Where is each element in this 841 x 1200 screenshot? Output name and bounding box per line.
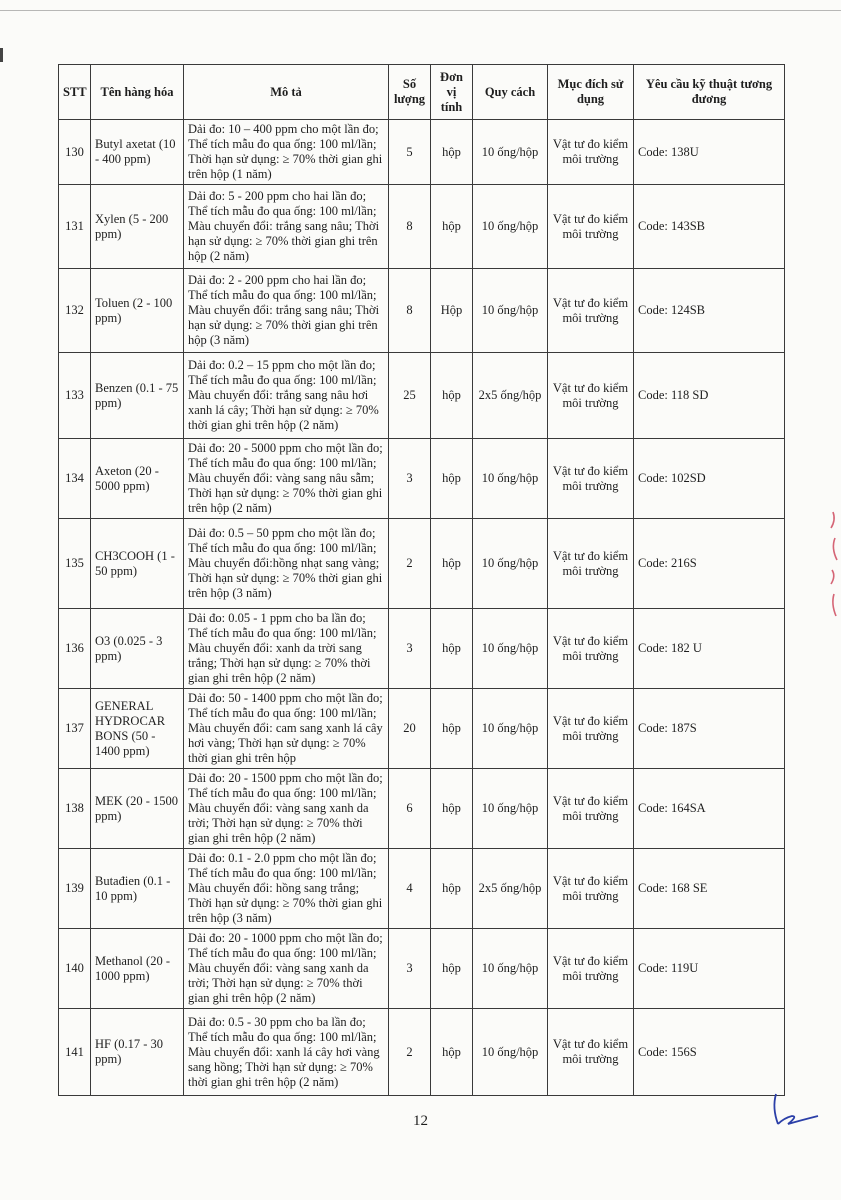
cell-desc: Dải đo: 0.5 – 50 ppm cho một lần đo; Thể tích mẫu đo qua ống: 100 ml/lần; Màu chuyển đổi:hồng nhạt sang vàng; Thời hạn sử dụng: ≥ 70% thời gian ghi trên hộp (3 năm) bbox=[184, 519, 389, 609]
cell-name: GENERAL HYDROCAR BONS (50 - 1400 ppm) bbox=[91, 689, 184, 769]
cell-pack: 10 ống/hộp bbox=[473, 120, 548, 185]
cell-name: CH3COOH (1 - 50 ppm) bbox=[91, 519, 184, 609]
cell-req: Code: 182 U bbox=[634, 609, 785, 689]
header-req: Yêu cầu kỹ thuật tương đương bbox=[634, 65, 785, 120]
cell-qty: 8 bbox=[389, 269, 431, 353]
scan-top-edge bbox=[0, 0, 841, 11]
cell-stt: 138 bbox=[59, 769, 91, 849]
table-row bbox=[59, 269, 785, 353]
cell-pack: 2x5 ống/hộp bbox=[473, 353, 548, 439]
cell-desc: Dải đo: 0.1 - 2.0 ppm cho một lần đo; Thể tích mẫu đo qua ống: 100 ml/lần; Màu chuyển đổi: hồng sang trắng; Thời hạn sử dụng: ≥ 70% thời gian ghi trên hộp (3 năm) bbox=[184, 849, 389, 929]
cell-qty: 20 bbox=[389, 689, 431, 769]
header-qty: Số lượng bbox=[389, 65, 431, 120]
cell-name: Xylen (5 - 200 ppm) bbox=[91, 185, 184, 269]
cell-stt: 140 bbox=[59, 929, 91, 1009]
signature bbox=[768, 1086, 824, 1132]
cell-qty: 5 bbox=[389, 120, 431, 185]
cell-stt: 133 bbox=[59, 353, 91, 439]
cell-purpose: Vật tư đo kiểm môi trường bbox=[548, 439, 634, 519]
cell-name: HF (0.17 - 30 ppm) bbox=[91, 1009, 184, 1096]
cell-pack: 10 ống/hộp bbox=[473, 185, 548, 269]
cell-stt: 134 bbox=[59, 439, 91, 519]
cell-desc: Dải đo: 20 - 1000 ppm cho một lần đo; Thể tích mẫu đo qua ống: 100 ml/lần; Màu chuyển đổi: vàng sang xanh da trời; Thời hạn sử dụng: ≥ 70% thời gian ghi trên hộp (2 năm) bbox=[184, 929, 389, 1009]
cell-purpose: Vật tư đo kiểm môi trường bbox=[548, 353, 634, 439]
cell-purpose: Vật tư đo kiểm môi trường bbox=[548, 929, 634, 1009]
cell-qty: 4 bbox=[389, 849, 431, 929]
cell-qty: 3 bbox=[389, 609, 431, 689]
cell-unit: hộp bbox=[431, 185, 473, 269]
header-unit: Đơn vị tính bbox=[431, 65, 473, 120]
table-row bbox=[59, 769, 785, 849]
cell-qty: 2 bbox=[389, 1009, 431, 1096]
cell-name: O3 (0.025 - 3 ppm) bbox=[91, 609, 184, 689]
cell-unit: hộp bbox=[431, 519, 473, 609]
cell-qty: 6 bbox=[389, 769, 431, 849]
table-row bbox=[59, 120, 785, 185]
header-desc: Mô tả bbox=[184, 65, 389, 120]
cell-desc: Dải đo: 0.2 – 15 ppm cho một lần đo; Thể tích mẫu đo qua ống: 100 ml/lần; Màu chuyển đổi: trắng sang nâu hơi xanh lá cây; Thời hạn sử dụng: ≥ 70% thời gian ghi trên hộp (2 năm) bbox=[184, 353, 389, 439]
table-row bbox=[59, 609, 785, 689]
cell-stt: 136 bbox=[59, 609, 91, 689]
cell-name: MEK (20 - 1500 ppm) bbox=[91, 769, 184, 849]
table-header-row bbox=[59, 65, 785, 120]
cell-name: Butađien (0.1 - 10 ppm) bbox=[91, 849, 184, 929]
cell-purpose: Vật tư đo kiểm môi trường bbox=[548, 689, 634, 769]
cell-unit: Hộp bbox=[431, 269, 473, 353]
cell-unit: hộp bbox=[431, 1009, 473, 1096]
cell-purpose: Vật tư đo kiểm môi trường bbox=[548, 269, 634, 353]
table-row bbox=[59, 519, 785, 609]
cell-purpose: Vật tư đo kiểm môi trường bbox=[548, 609, 634, 689]
cell-purpose: Vật tư đo kiểm môi trường bbox=[548, 1009, 634, 1096]
cell-purpose: Vật tư đo kiểm môi trường bbox=[548, 769, 634, 849]
cell-desc: Dải đo: 0.5 - 30 ppm cho ba lần đo; Thể tích mẫu đo qua ống: 100 ml/lần; Màu chuyển đổi: xanh lá cây hơi vàng sang hồng; Thời hạn sử dụng: ≥ 70% thời gian ghi trên hộp (2 năm) bbox=[184, 1009, 389, 1096]
cell-desc: Dải đo: 2 - 200 ppm cho hai lần đo; Thể tích mẫu đo qua ống: 100 ml/lần; Màu chuyển đổi: trắng sang nâu; Thời hạn sử dụng: ≥ 70% thời gian ghi trên hộp (3 năm) bbox=[184, 269, 389, 353]
cell-req: Code: 102SD bbox=[634, 439, 785, 519]
table-row bbox=[59, 353, 785, 439]
cell-req: Code: 216S bbox=[634, 519, 785, 609]
cell-pack: 10 ống/hộp bbox=[473, 769, 548, 849]
cell-unit: hộp bbox=[431, 849, 473, 929]
header-stt: STT bbox=[59, 65, 91, 120]
cell-purpose: Vật tư đo kiểm môi trường bbox=[548, 185, 634, 269]
cell-pack: 10 ống/hộp bbox=[473, 1009, 548, 1096]
cell-purpose: Vật tư đo kiểm môi trường bbox=[548, 849, 634, 929]
cell-purpose: Vật tư đo kiểm môi trường bbox=[548, 120, 634, 185]
cell-desc: Dải đo: 20 - 5000 ppm cho một lần đo; Thể tích mẫu đo qua ống: 100 ml/lần; Màu chuyển đổi: vàng sang nâu sẫm; Thời hạn sử dụng: ≥ 70% thời gian ghi trên hộp (2 năm) bbox=[184, 439, 389, 519]
cell-unit: hộp bbox=[431, 120, 473, 185]
cell-stt: 141 bbox=[59, 1009, 91, 1096]
cell-pack: 10 ống/hộp bbox=[473, 439, 548, 519]
header-pack: Quy cách bbox=[473, 65, 548, 120]
cell-qty: 25 bbox=[389, 353, 431, 439]
table-row bbox=[59, 1009, 785, 1096]
cell-desc: Dải đo: 5 - 200 ppm cho hai lần đo; Thể tích mẫu đo qua ống: 100 ml/lần; Màu chuyển đổi: trắng sang nâu; Thời hạn sử dụng: ≥ 70% thời gian ghi trên hộp (2 năm) bbox=[184, 185, 389, 269]
stamp-edge-mark bbox=[824, 508, 841, 628]
cell-req: Code: 124SB bbox=[634, 269, 785, 353]
scan-mark-left bbox=[0, 48, 3, 62]
table-row bbox=[59, 849, 785, 929]
cell-unit: hộp bbox=[431, 353, 473, 439]
cell-pack: 2x5 ống/hộp bbox=[473, 849, 548, 929]
cell-stt: 131 bbox=[59, 185, 91, 269]
table-row bbox=[59, 439, 785, 519]
page-number: 12 bbox=[413, 1113, 428, 1129]
cell-unit: hộp bbox=[431, 609, 473, 689]
table-row bbox=[59, 689, 785, 769]
cell-pack: 10 ống/hộp bbox=[473, 269, 548, 353]
cell-req: Code: 138U bbox=[634, 120, 785, 185]
cell-pack: 10 ống/hộp bbox=[473, 609, 548, 689]
cell-desc: Dải đo: 0.05 - 1 ppm cho ba lần đo; Thể tích mẫu đo qua ống: 100 ml/lần; Màu chuyển đổi: xanh da trời sang trắng; Thời hạn sử dụng: ≥ 70% thời gian ghi trên hộp (2 năm) bbox=[184, 609, 389, 689]
cell-qty: 2 bbox=[389, 519, 431, 609]
cell-stt: 132 bbox=[59, 269, 91, 353]
cell-name: Benzen (0.1 - 75 ppm) bbox=[91, 353, 184, 439]
cell-req: Code: 187S bbox=[634, 689, 785, 769]
cell-req: Code: 118 SD bbox=[634, 353, 785, 439]
cell-unit: hộp bbox=[431, 689, 473, 769]
cell-unit: hộp bbox=[431, 929, 473, 1009]
header-name: Tên hàng hóa bbox=[91, 65, 184, 120]
cell-name: Axeton (20 - 5000 ppm) bbox=[91, 439, 184, 519]
cell-pack: 10 ống/hộp bbox=[473, 689, 548, 769]
cell-pack: 10 ống/hộp bbox=[473, 519, 548, 609]
cell-desc: Dải đo: 10 – 400 ppm cho một lần đo; Thể tích mẫu đo qua ống: 100 ml/lần; Thời hạn sử dụng: ≥ 70% thời gian ghi trên hộp (1 năm) bbox=[184, 120, 389, 185]
cell-desc: Dải đo: 50 - 1400 ppm cho một lần đo; Thể tích mẫu đo qua ống: 100 ml/lần; Màu chuyển đổi: cam sang xanh lá cây hơi vàng; Thời hạn sử dụng: ≥ 70% thời gian ghi trên hộp bbox=[184, 689, 389, 769]
cell-stt: 139 bbox=[59, 849, 91, 929]
header-purpose: Mục đích sử dụng bbox=[548, 65, 634, 120]
cell-unit: hộp bbox=[431, 439, 473, 519]
cell-name: Methanol (20 - 1000 ppm) bbox=[91, 929, 184, 1009]
spec-table bbox=[58, 64, 785, 1096]
cell-qty: 3 bbox=[389, 929, 431, 1009]
cell-req: Code: 143SB bbox=[634, 185, 785, 269]
cell-stt: 137 bbox=[59, 689, 91, 769]
cell-unit: hộp bbox=[431, 769, 473, 849]
cell-name: Toluen (2 - 100 ppm) bbox=[91, 269, 184, 353]
cell-purpose: Vật tư đo kiểm môi trường bbox=[548, 519, 634, 609]
cell-qty: 3 bbox=[389, 439, 431, 519]
cell-pack: 10 ống/hộp bbox=[473, 929, 548, 1009]
table-row bbox=[59, 929, 785, 1009]
cell-stt: 130 bbox=[59, 120, 91, 185]
cell-name: Butyl axetat (10 - 400 ppm) bbox=[91, 120, 184, 185]
cell-desc: Dải đo: 20 - 1500 ppm cho một lần đo; Thể tích mẫu đo qua ống: 100 ml/lần; Màu chuyển đổi: vàng sang xanh da trời; Thời hạn sử dụng: ≥ 70% thời gian ghi trên hộp (2 năm) bbox=[184, 769, 389, 849]
cell-req: Code: 156S bbox=[634, 1009, 785, 1096]
cell-req: Code: 119U bbox=[634, 929, 785, 1009]
cell-req: Code: 164SA bbox=[634, 769, 785, 849]
cell-qty: 8 bbox=[389, 185, 431, 269]
table-row bbox=[59, 185, 785, 269]
cell-req: Code: 168 SE bbox=[634, 849, 785, 929]
cell-stt: 135 bbox=[59, 519, 91, 609]
